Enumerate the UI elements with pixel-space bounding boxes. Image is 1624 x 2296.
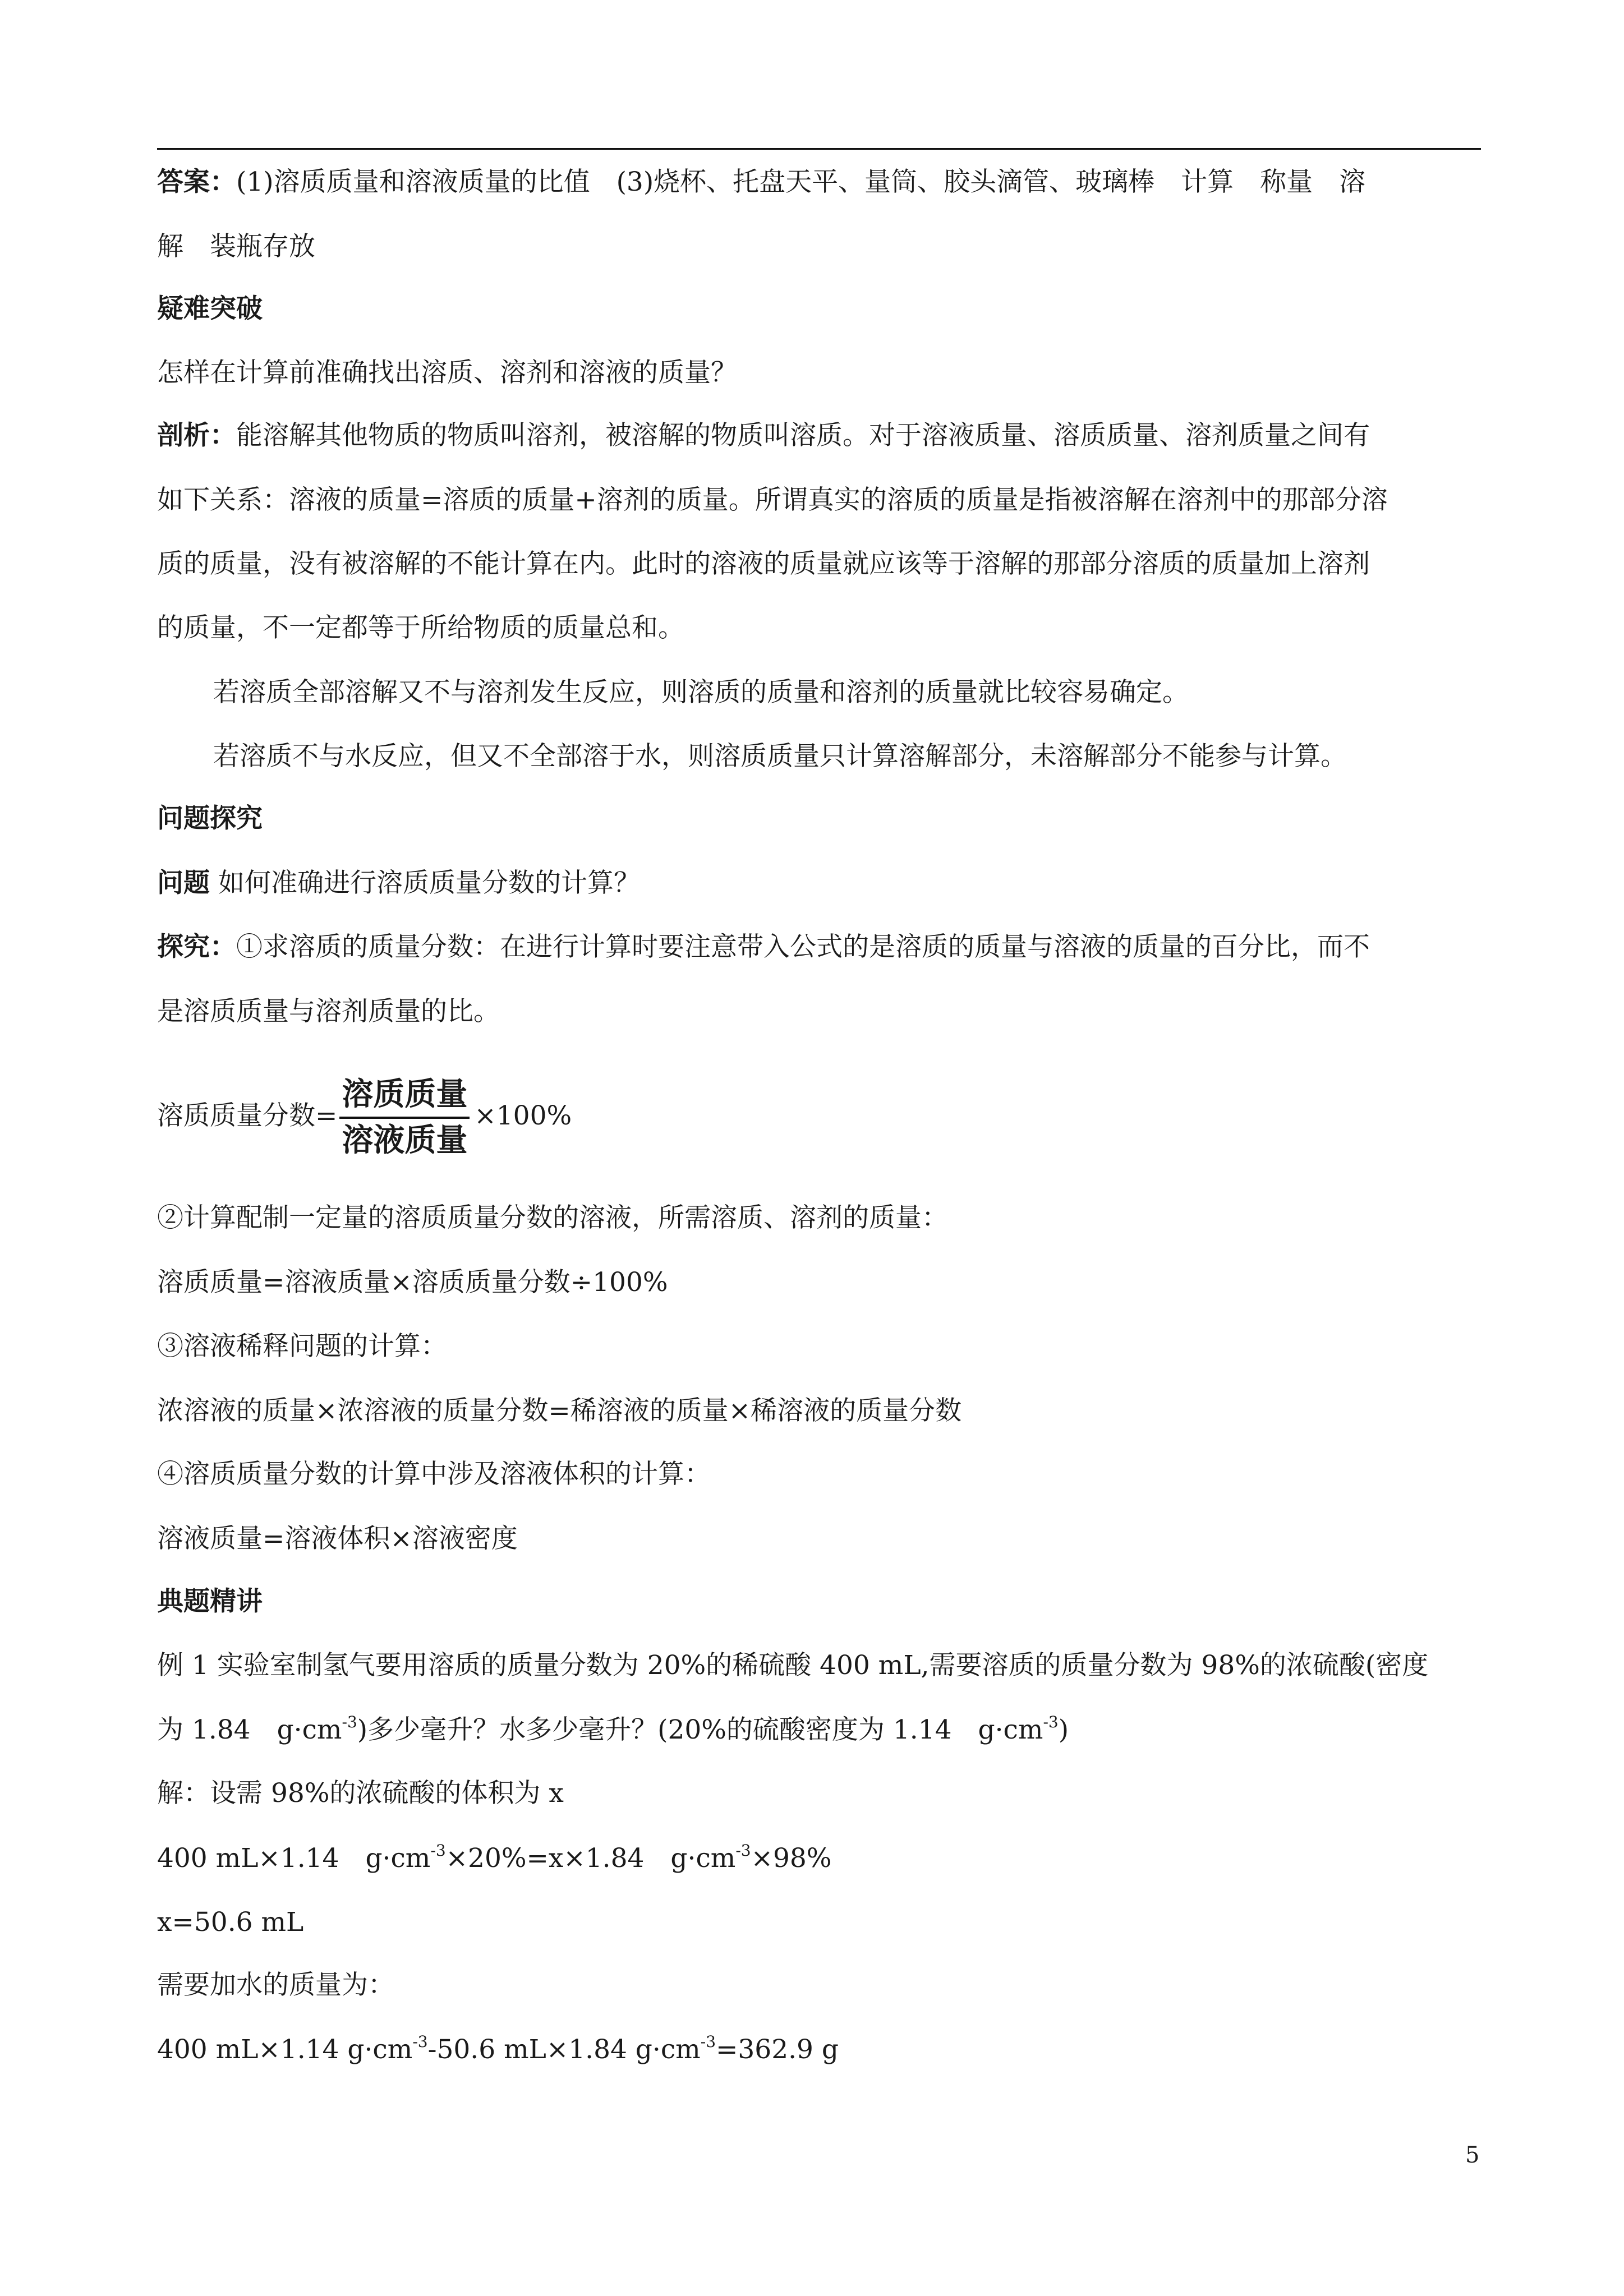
formula-fraction <box>339 1076 470 1159</box>
formula-lhs: 溶质质量分数= <box>157 1100 338 1131</box>
equation-3-part-a: 400 mL×1.14 g·cm <box>157 2034 413 2065</box>
solution-line-1: 解：设需 98%的浓硫酸的体积为 x <box>157 1778 564 1809</box>
equation-3-part-c: =362.9 g <box>716 2034 839 2065</box>
explore-item-3: ③溶液稀释问题的计算： <box>157 1331 447 1362</box>
explore-line-2: 是溶质质量与溶剂质量的比。 <box>157 996 500 1027</box>
explore-item-4: ④溶质质量分数的计算中涉及溶液体积的计算： <box>157 1459 711 1490</box>
analysis-line-2: 如下关系：溶液的质量=溶质的质量+溶剂的质量。所谓真实的溶质的质量是指被溶解在溶剂中的那部分溶 <box>157 485 1388 515</box>
section-heading-explore: 问题探究 <box>157 803 263 834</box>
problem-label: 问题 <box>157 868 210 898</box>
superscript: -3 <box>700 2032 716 2051</box>
equation-3-part-b: -50.6 mL×1.84 g·cm <box>427 2034 701 2065</box>
analysis-paragraph-2: 若溶质全部溶解又不与溶剂发生反应，则溶质的质量和溶剂的质量就比较容易确定。 <box>213 677 1189 708</box>
equation-1 <box>157 1842 831 1875</box>
example-line-2-part-a: 为 1.84 g·cm <box>157 1714 342 1745</box>
explore-label: 探究： <box>157 932 236 962</box>
example-line-1: 例 1 实验室制氢气要用溶质的质量分数为 20%的稀硫酸 400 mL,需要溶质的质量分数为 98%的浓硫酸(密度 <box>157 1650 1429 1681</box>
problem-text: 如何准确进行溶质质量分数的计算？ <box>210 868 640 898</box>
equation-1-part-a: 400 mL×1.14 g·cm <box>157 1843 431 1874</box>
example-line-2-part-c: ) <box>1058 1714 1069 1745</box>
section-heading-example: 典题精讲 <box>157 1586 263 1617</box>
analysis-line-1 <box>157 419 1370 453</box>
superscript: -3 <box>342 1713 357 1731</box>
explore-text: ①求溶质的质量分数：在进行计算时要注意带入公式的是溶质的质量与溶液的质量的百分比，而不 <box>236 932 1370 962</box>
answer-text: (1)溶质质量和溶液质量的比值 (3)烧杯、托盘天平、量筒、胶头滴管、玻璃棒 计算 称量 溶 <box>236 167 1366 197</box>
analysis-line-4: 的质量，不一定都等于所给物质的质量总和。 <box>157 612 684 643</box>
analysis-line-3: 质的质量，没有被溶解的不能计算在内。此时的溶液的质量就应该等于溶解的那部分溶质的质量加上溶剂 <box>157 548 1370 579</box>
example-line-2-part-b: )多少毫升？水多少毫升？(20%的硫酸密度为 1.14 g·cm <box>357 1714 1043 1745</box>
equation-1-part-c: ×98% <box>751 1843 832 1874</box>
explore-item-2: ②计算配制一定量的溶质质量分数的溶液，所需溶质、溶剂的质量： <box>157 1202 948 1233</box>
equation-1-part-b: ×20%=x×1.84 g·cm <box>445 1843 736 1874</box>
answer-label: 答案： <box>157 167 236 197</box>
formula-denominator: 溶液质量 <box>342 1122 468 1159</box>
difficulty-question: 怎样在计算前准确找出溶质、溶剂和溶液的质量？ <box>157 357 737 388</box>
explore-line-1 <box>157 930 1370 964</box>
header-rule <box>157 148 1481 150</box>
explore-item-2-formula: 溶质质量=溶液质量×溶质质量分数÷100% <box>157 1267 668 1298</box>
mass-fraction-formula <box>157 1074 572 1159</box>
example-line-2 <box>157 1713 1069 1747</box>
answer-line-1 <box>157 165 1365 199</box>
equation-2: x=50.6 mL <box>157 1907 304 1938</box>
problem-line <box>157 866 640 900</box>
analysis-text: 能溶解其他物质的物质叫溶剂，被溶解的物质叫溶质。对于溶液质量、溶质质量、溶剂质量之间有 <box>236 420 1370 451</box>
explore-item-3-formula: 浓溶液的质量×浓溶液的质量分数=稀溶液的质量×稀溶液的质量分数 <box>157 1395 962 1426</box>
formula-rhs: ×100% <box>474 1100 572 1131</box>
superscript: -3 <box>735 1841 751 1860</box>
analysis-label: 剖析： <box>157 420 236 451</box>
formula-numerator: 溶质质量 <box>339 1076 470 1119</box>
section-heading-difficulty: 疑难突破 <box>157 293 263 324</box>
superscript: -3 <box>1043 1713 1059 1731</box>
superscript: -3 <box>430 1841 446 1860</box>
explore-item-4-formula: 溶液质量=溶液体积×溶液密度 <box>157 1523 518 1554</box>
analysis-paragraph-3: 若溶质不与水反应，但又不全部溶于水，则溶质质量只计算溶解部分，未溶解部分不能参与计算。 <box>213 741 1347 772</box>
equation-3 <box>157 2033 839 2067</box>
page-number: 5 <box>1465 2142 1480 2168</box>
superscript: -3 <box>412 2032 428 2051</box>
answer-line-2: 解 装瓶存放 <box>157 231 315 262</box>
solution-line-2: 需要加水的质量为： <box>157 1970 394 2000</box>
